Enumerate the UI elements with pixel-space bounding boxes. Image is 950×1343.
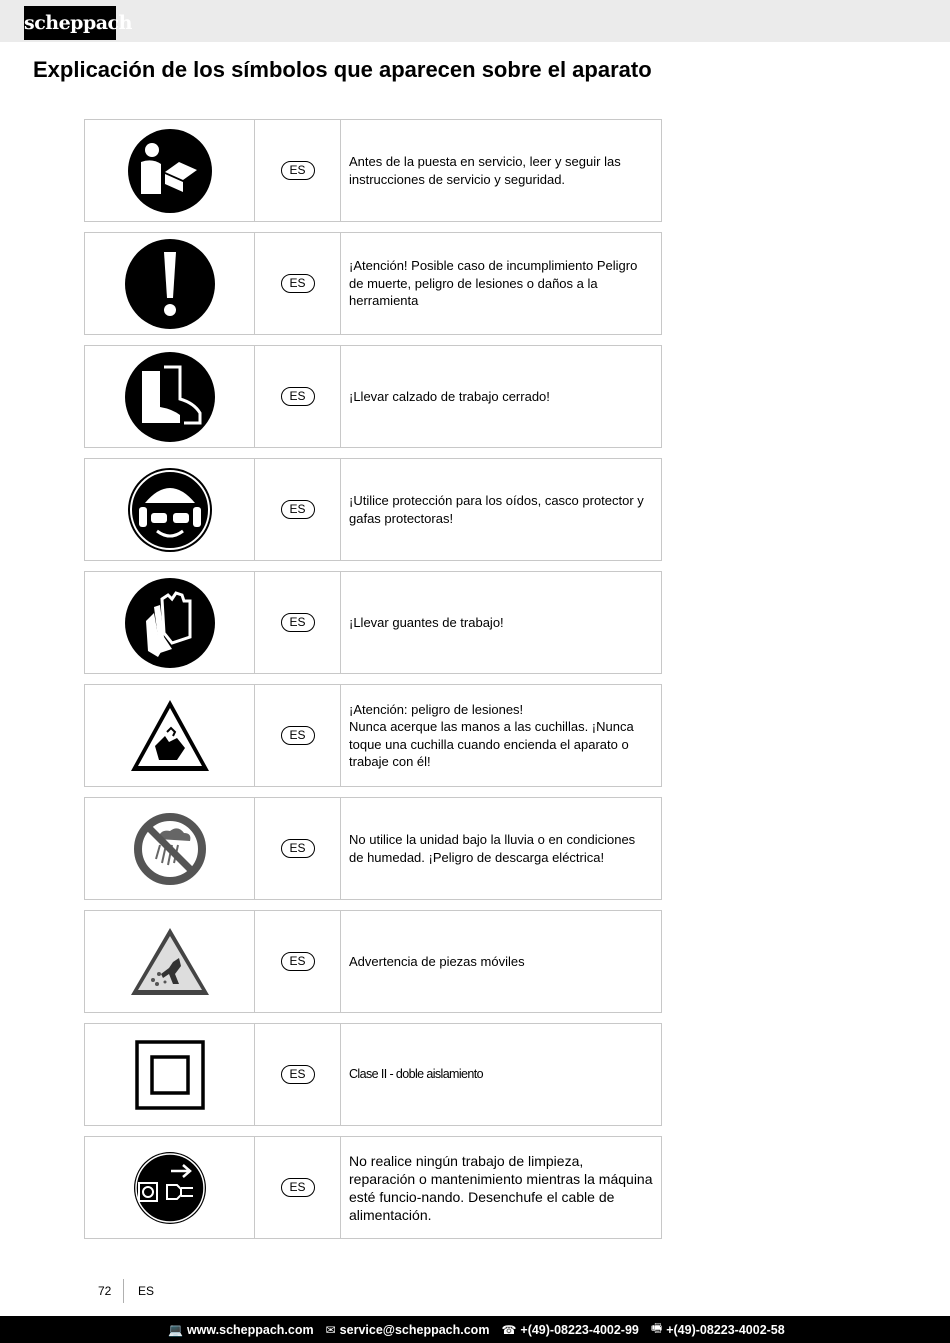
- language-badge: ES: [281, 952, 315, 971]
- description-cell: [341, 233, 661, 334]
- page-language: ES: [138, 1284, 155, 1298]
- symbol-description: ¡Utilice protección para los oídos, casco protector y gafas protectoras!: [349, 493, 644, 526]
- language-cell: [255, 459, 341, 560]
- symbol-row: [84, 458, 662, 561]
- language-cell: [255, 572, 341, 673]
- hand-blade-warning-icon: [129, 698, 211, 774]
- computer-icon: 💻: [168, 1322, 183, 1337]
- symbol-cell: [85, 798, 255, 899]
- symbol-cell: [85, 1137, 255, 1238]
- symbol-cell: [85, 233, 255, 334]
- description-cell: [341, 346, 661, 447]
- phone-number: +(49)-08223-4002-99: [520, 1322, 639, 1337]
- top-bar: [0, 0, 950, 42]
- symbol-description: Clase II - doble aislamiento: [349, 1066, 483, 1081]
- moving-parts-warning-icon: [129, 926, 211, 998]
- language-badge: ES: [281, 1178, 315, 1197]
- description-cell: [341, 798, 661, 899]
- language-cell: [255, 346, 341, 447]
- language-badge: ES: [281, 726, 315, 745]
- fax-icon: 🖷: [650, 1321, 663, 1335]
- footer-fax: [651, 1319, 785, 1340]
- symbol-cell: [85, 459, 255, 560]
- symbol-row: [84, 1023, 662, 1126]
- language-cell: [255, 1024, 341, 1125]
- symbol-row: [84, 571, 662, 674]
- description-cell: [341, 911, 661, 1012]
- phone-icon: ☎: [501, 1322, 517, 1337]
- symbol-description: No utilice la unidad bajo la lluvia o en condiciones de humedad. ¡Peligro de descarga eléctrica!: [349, 832, 636, 865]
- ear-head-eye-protection-icon: [127, 467, 213, 553]
- symbol-row: [84, 119, 662, 222]
- language-badge: ES: [281, 613, 315, 632]
- symbol-description: ¡Atención! Posible caso de incumplimiento Peligro de muerte, peligro de lesiones o daños a la herramienta: [349, 258, 638, 309]
- symbol-row: [84, 684, 662, 787]
- symbol-row: [84, 345, 662, 448]
- symbol-cell: [85, 572, 255, 673]
- double-insulation-icon: [135, 1040, 205, 1110]
- fax-number: +(49)-08223-4002-58: [666, 1322, 785, 1337]
- brand-logo: scheppach: [24, 6, 116, 40]
- description-cell: [341, 1024, 661, 1125]
- symbol-cell: [85, 911, 255, 1012]
- symbol-cell: [85, 346, 255, 447]
- description-cell: [341, 1137, 661, 1238]
- language-badge: ES: [281, 1065, 315, 1084]
- symbol-cell: [85, 120, 255, 221]
- page-number-divider: [123, 1279, 124, 1303]
- description-cell: [341, 120, 661, 221]
- language-badge: ES: [281, 839, 315, 858]
- symbol-row: [84, 1136, 662, 1239]
- language-cell: [255, 120, 341, 221]
- no-rain-icon: [132, 811, 208, 887]
- symbol-description: Antes de la puesta en servicio, leer y seguir las instrucciones de servicio y seguridad.: [349, 154, 621, 187]
- symbol-description: ¡Llevar guantes de trabajo!: [349, 614, 504, 630]
- language-cell: [255, 685, 341, 786]
- website-link[interactable]: www.scheppach.com: [186, 1322, 314, 1337]
- symbol-description: ¡Llevar calzado de trabajo cerrado!: [349, 388, 550, 404]
- footer-email[interactable]: [326, 1323, 490, 1337]
- read-manual-icon: [127, 128, 213, 214]
- symbol-row: [84, 910, 662, 1013]
- page-number: 72: [98, 1284, 112, 1298]
- description-cell: [341, 572, 661, 673]
- description-cell: [341, 459, 661, 560]
- symbol-description: ¡Atención: peligro de lesiones! Nunca acerque las manos a las cuchillas. ¡Nunca toque una cuchilla cuando encienda el aparato o trabaje con él!: [349, 701, 634, 769]
- language-cell: [255, 798, 341, 899]
- email-link[interactable]: service@scheppach.com: [339, 1322, 490, 1337]
- symbol-row: [84, 797, 662, 900]
- symbol-cell: [85, 685, 255, 786]
- symbol-description: Advertencia de piezas móviles: [349, 953, 525, 969]
- language-badge: ES: [281, 274, 315, 293]
- language-badge: ES: [281, 387, 315, 406]
- language-badge: ES: [281, 161, 315, 180]
- symbol-description: No realice ningún trabajo de limpieza, reparación o mantenimiento mientras la máquina esté funcio-nando. Desenchufe el cable de alimentación.: [349, 1152, 653, 1223]
- exclamation-icon: [124, 238, 216, 330]
- page-title: Explicación de los símbolos que aparecen sobre el aparato: [33, 57, 652, 82]
- language-cell: [255, 233, 341, 334]
- footer-phone: [501, 1323, 638, 1337]
- footer-bar: [0, 1316, 950, 1343]
- footer-website[interactable]: [168, 1323, 314, 1337]
- language-cell: [255, 911, 341, 1012]
- language-cell: [255, 1137, 341, 1238]
- language-badge: ES: [281, 500, 315, 519]
- description-cell: [341, 685, 661, 786]
- envelope-icon: ✉: [325, 1322, 336, 1337]
- symbol-cell: [85, 1024, 255, 1125]
- symbol-row: [84, 232, 662, 335]
- gloves-icon: [124, 577, 216, 669]
- safety-boots-icon: [124, 351, 216, 443]
- unplug-icon: [133, 1151, 207, 1225]
